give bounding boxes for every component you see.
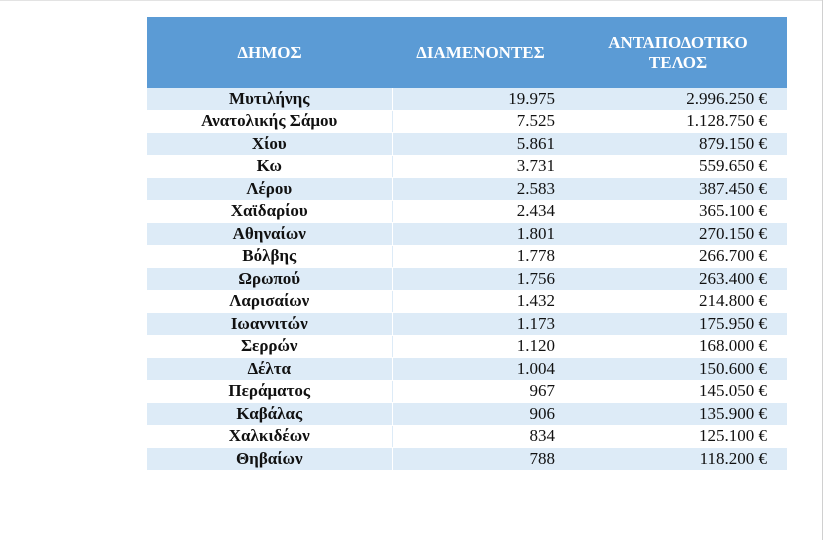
municipality-cell: Μυτιλήνης [147,88,392,110]
municipality-cell: Λαρισαίων [147,290,392,313]
residents-cell: 3.731 [392,155,569,178]
residents-cell: 1.120 [392,335,569,358]
fee-cell: 879.150 € [569,133,787,156]
municipality-cell: Δέλτα [147,358,392,381]
municipality-cell: Χαλκιδέων [147,425,392,448]
table-row [147,155,787,178]
top-border [0,0,823,1]
table-row [147,335,787,358]
residents-cell: 5.861 [392,133,569,156]
table-body [147,88,787,470]
municipality-cell: Χίου [147,133,392,156]
residents-cell: 1.778 [392,245,569,268]
table-row [147,290,787,313]
table-row [147,313,787,336]
fee-cell: 150.600 € [569,358,787,381]
municipality-cell: Ωρωπού [147,268,392,291]
municipality-cell: Περάματος [147,380,392,403]
residents-cell: 1.756 [392,268,569,291]
residents-cell: 1.173 [392,313,569,336]
header-row [147,17,787,88]
municipality-cell: Χαϊδαρίου [147,200,392,223]
residents-cell: 7.525 [392,110,569,133]
table-row [147,223,787,246]
table-row [147,358,787,381]
municipality-cell: Ιωαννιτών [147,313,392,336]
municipality-cell: Σερρών [147,335,392,358]
table-row [147,245,787,268]
municipality-fee-table [147,17,787,471]
table-row [147,380,787,403]
header-fee-label: ΑΝΤΑΠΟΔΟΤΙΚΟ ΤΕΛΟΣ [608,32,748,72]
residents-cell: 19.975 [392,88,569,110]
table-row [147,178,787,201]
header-residents: ΔΙΑΜΕΝΟΝΤΕΣ [392,17,569,88]
table-row [147,403,787,426]
table-row [147,88,787,110]
municipality-cell: Ανατολικής Σάμου [147,110,392,133]
table-header [147,17,787,88]
table-row [147,200,787,223]
fee-cell: 118.200 € [569,448,787,471]
fee-cell: 214.800 € [569,290,787,313]
fee-cell: 266.700 € [569,245,787,268]
municipality-cell: Κω [147,155,392,178]
header-fee [569,17,787,88]
fee-cell: 175.950 € [569,313,787,336]
residents-cell: 906 [392,403,569,426]
table-row [147,448,787,471]
municipality-cell: Λέρου [147,178,392,201]
residents-cell: 2.434 [392,200,569,223]
residents-cell: 2.583 [392,178,569,201]
fee-cell: 559.650 € [569,155,787,178]
table-row [147,133,787,156]
residents-cell: 1.004 [392,358,569,381]
municipality-cell: Αθηναίων [147,223,392,246]
residents-cell: 834 [392,425,569,448]
municipality-cell: Βόλβης [147,245,392,268]
header-municipality: ΔΗΜΟΣ [147,17,392,88]
fee-cell: 387.450 € [569,178,787,201]
residents-cell: 967 [392,380,569,403]
table-row [147,110,787,133]
municipality-cell: Καβάλας [147,403,392,426]
fee-cell: 145.050 € [569,380,787,403]
municipality-fee-table-container [147,17,787,471]
fee-cell: 270.150 € [569,223,787,246]
fee-cell: 168.000 € [569,335,787,358]
table-row [147,268,787,291]
fee-cell: 1.128.750 € [569,110,787,133]
residents-cell: 788 [392,448,569,471]
residents-cell: 1.432 [392,290,569,313]
fee-cell: 365.100 € [569,200,787,223]
table-row [147,425,787,448]
residents-cell: 1.801 [392,223,569,246]
fee-cell: 2.996.250 € [569,88,787,110]
municipality-cell: Θηβαίων [147,448,392,471]
fee-cell: 263.400 € [569,268,787,291]
fee-cell: 135.900 € [569,403,787,426]
fee-cell: 125.100 € [569,425,787,448]
